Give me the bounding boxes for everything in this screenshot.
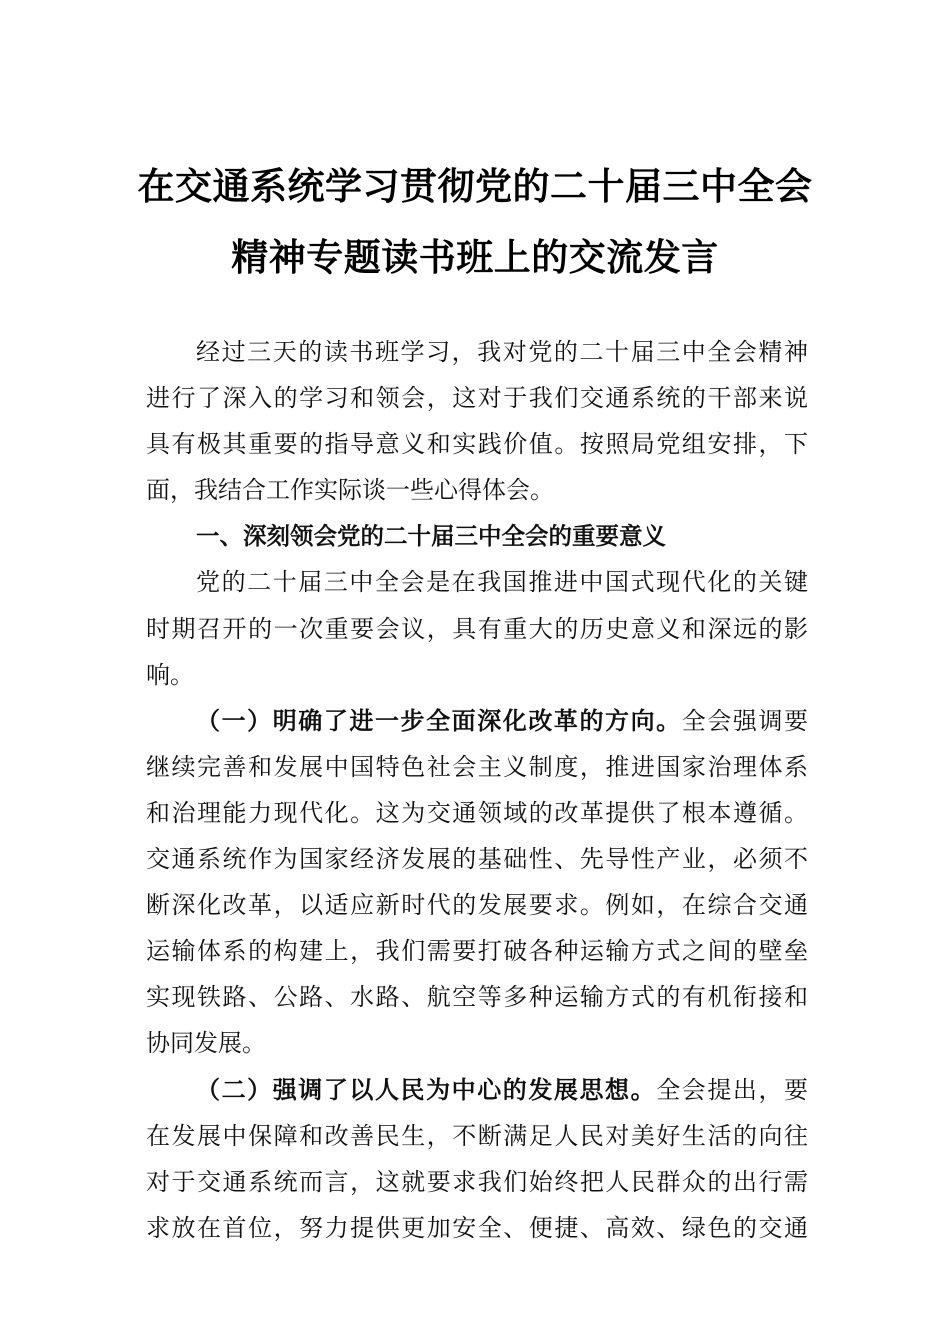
- subsection-lead-rest: 全会提出，要: [656, 1075, 809, 1104]
- paragraph-line: 继续完善和发展中国特色社会主义制度，推进国家治理体系: [146, 752, 808, 781]
- subsection-lead-line: [146, 1067, 808, 1113]
- paragraph-line: 面，我结合工作实际谈一些心得体会。: [146, 476, 554, 505]
- paragraph-line: 对于交通系统而言，这就要求我们始终把人民群众的出行需: [146, 1167, 808, 1196]
- paragraph-line: 求放在首位，努力提供更加安全、便捷、高效、绿色的交通: [146, 1213, 808, 1242]
- document-title-line-2: 精神专题读书班上的交流发言: [231, 235, 719, 279]
- subsection-title: （一）明确了进一步全面深化改革的方向。: [196, 705, 682, 735]
- paragraph-line: 党的二十届三中全会是在我国推进中国式现代化的关键: [196, 568, 808, 597]
- paragraph-line: 经过三天的读书班学习，我对党的二十届三中全会精神: [196, 338, 808, 366]
- paragraph-line: 交通系统作为国家经济发展的基础性、先导性产业，必须不: [146, 845, 808, 874]
- document-title-line-1: 在交通系统学习贯彻党的二十届三中全会: [137, 164, 813, 208]
- subsection-lead-line: [146, 698, 808, 744]
- paragraph-line: 和治理能力现代化。这为交通领域的改革提供了根本遵循。: [146, 798, 808, 827]
- paragraph-line: 实现铁路、公路、水路、航空等多种运输方式的有机衔接和: [146, 983, 808, 1012]
- document-body: [146, 329, 808, 1251]
- section-heading: 一、深刻领会党的二十届三中全会的重要意义: [196, 522, 666, 551]
- subsection-title: （二）强调了以人民为中心的发展思想。: [196, 1074, 657, 1104]
- subsection-lead-rest: 全会强调要: [681, 706, 809, 735]
- paragraph-line: 断深化改革，以适应新时代的发展要求。例如，在综合交通: [146, 891, 808, 920]
- paragraph-line: 在发展中保障和改善民生，不断满足人民对美好生活的向往: [146, 1121, 808, 1150]
- paragraph-line: 运输体系的构建上，我们需要打破各种运输方式之间的壁垒: [146, 937, 808, 966]
- paragraph-line: 响。: [146, 660, 194, 689]
- paragraph-line: 具有极其重要的指导意义和实践价值。按照局党组安排，下: [146, 430, 808, 459]
- paragraph-line: 协同发展。: [146, 1029, 266, 1058]
- paragraph-line: 进行了深入的学习和领会，这对于我们交通系统的干部来说: [146, 384, 808, 413]
- paragraph-line: 时期召开的一次重要会议，具有重大的历史意义和深远的影: [146, 614, 808, 643]
